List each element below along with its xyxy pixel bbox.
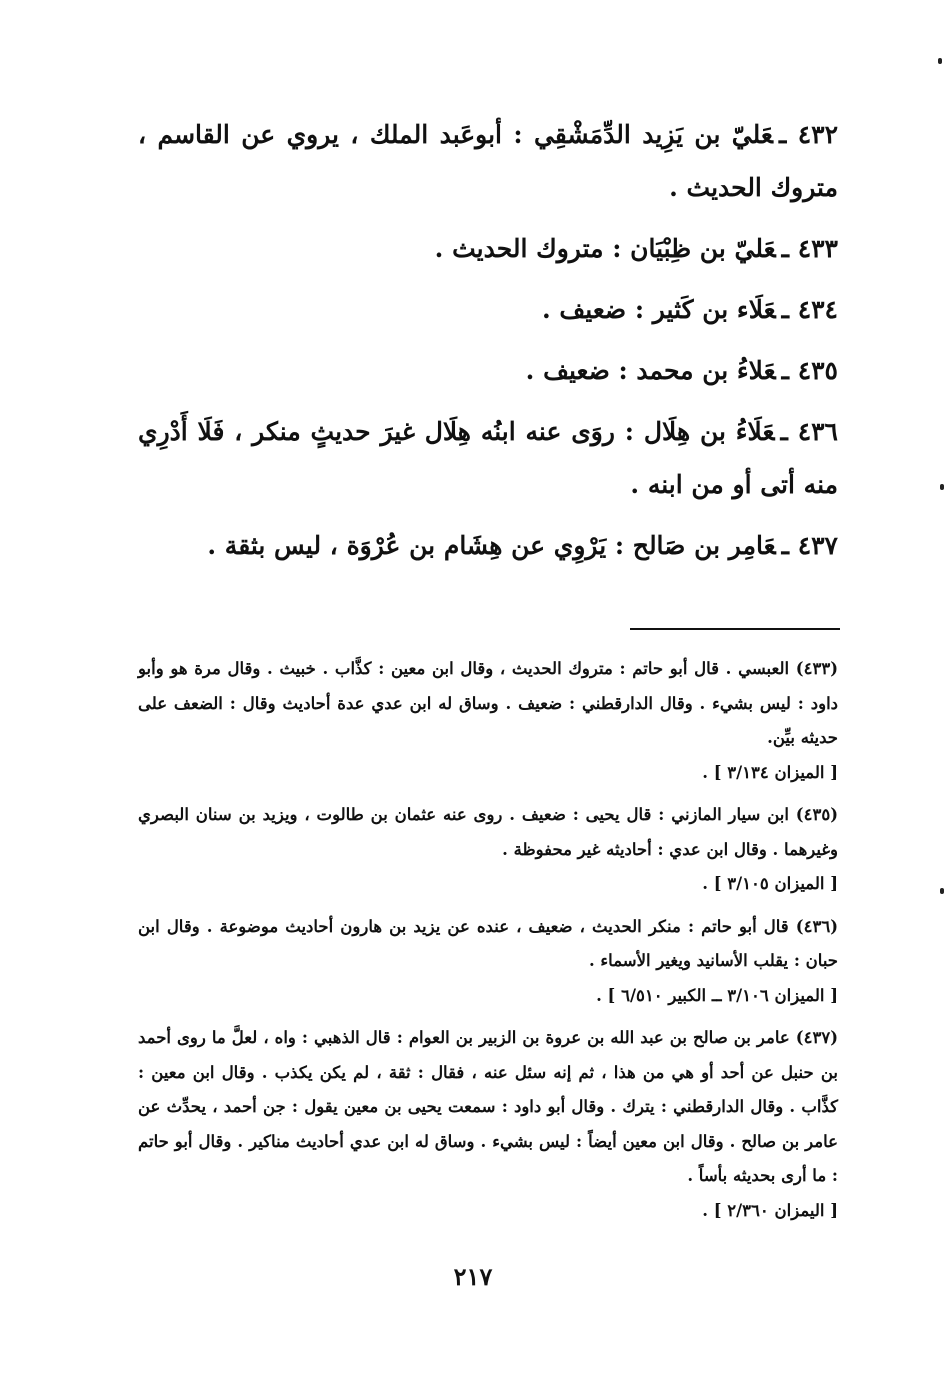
footnote-437 <box>138 1021 838 1228</box>
entry-433 <box>138 222 838 275</box>
scan-speck <box>938 58 942 64</box>
page-number: ٢١٧ <box>453 1262 493 1291</box>
entry-number: ٤٣٢ ـ <box>779 120 839 149</box>
footnote-separator <box>630 628 840 630</box>
footnote-source: [ الميزان ٣/١٠٥ ] . <box>702 874 838 893</box>
entry-number: ٤٣٣ ـ <box>781 234 838 263</box>
entry-text: عَامِر بن صَالح : يَرْوِي عن هِشَام بن عُرْوَة ، ليس بثقة . <box>207 531 776 560</box>
entry-number: ٤٣٥ ـ <box>781 356 838 385</box>
entry-number: ٤٣٧ ـ <box>781 531 838 560</box>
footnote-436 <box>138 910 838 1014</box>
footnote-source: [ اليمزان ٢/٣٦٠ ] . <box>702 1200 838 1220</box>
entry-text: عَلاءُ بن محمد : ضعيف . <box>525 356 776 385</box>
footnote-433 <box>138 652 838 790</box>
entry-text: عَليّ بن ظِبْيَان : متروك الحديث . <box>434 234 776 263</box>
footnote-source: [ الميزان ٣/١٣٤ ] . <box>702 762 838 782</box>
footnote-text: (٤٣٧) عامر بن صالح بن عبد الله بن عروة بن الزبير بن العوام : قال الذهبي : واه ، لعلَّ ما روى أحمد بن حنبل عن أحد أو هي من هذا ، ثم إنه سئل عنه ، فقال : ثقة ، لم يكن يكذب . وقال ابن معين : كذَّاب . وقال الدارقطني : يترك . وقال أبو داود : سمعت يحيى بن معين يقول : جن أحمد ، يحدِّث عن عامر بن صالح . وقال ابن معين أيضاً : ليس بشيء . وساق له ابن عدي أحاديث مناكير . وقال أبو حاتم : ما أرى بحديثه بأساً . <box>138 1028 838 1185</box>
scan-speck <box>940 888 944 894</box>
entry-432 <box>138 108 838 214</box>
footnotes <box>138 652 838 1236</box>
entry-437 <box>138 519 838 572</box>
footnote-text: (٤٣٦) قال أبو حاتم : منكر الحديث ، ضعيف ، عنده عن يزيد بن هارون أحاديث موضوعة . وقال ابن حبان : يقلب الأسانيد ويغير الأسماء . <box>138 916 838 970</box>
entry-number: ٤٣٦ ـ <box>780 417 838 446</box>
entry-text: عَلَاء بن كَثير : ضعيف . <box>542 295 776 324</box>
scan-speck <box>940 484 944 490</box>
entry-434 <box>138 283 838 336</box>
footnote-text: (٤٣٣) العبسي . قال أبو حاتم : متروك الحديث ، وقال ابن معين : كذَّاب . خبيث . وقال مرة هو وأبو داود : ليس بشيء . وقال الدارقطني : ضعيف . وساق له ابن عدي عدة أحاديث وقال : الضعف على حديثه بيِّن. <box>138 659 838 747</box>
entry-number: ٤٣٤ ـ <box>781 295 838 324</box>
entry-435 <box>138 344 838 397</box>
footnote-text: (٤٣٥) ابن سيار المازني : قال يحيى : ضعيف . روى عنه عثمان بن طالوت ، ويزيد بن سنان البصري وغيرهما . وقال ابن عدي : أحاديثه غير محفوظة . <box>138 805 838 859</box>
main-text <box>138 108 838 580</box>
entry-436 <box>138 405 838 511</box>
entry-text: عَلَاءُ بن هِلَال : روَى عنه ابنُه هِلَال غيرَ حديثٍ منكر ، فَلَا أَدْرِي منه أتى أو من ابنه . <box>138 417 838 499</box>
entry-text: عَليّ بن يَزِيد الدِّمَشْقِي : أبوعَبد الملك ، يروي عن القاسم ، متروك الحديث . <box>138 120 838 202</box>
footnote-source: [ الميزان ٣/١٠٦ ــ الكبير ٦/٥١٠ ] . <box>596 985 838 1005</box>
footnote-435 <box>138 798 838 902</box>
